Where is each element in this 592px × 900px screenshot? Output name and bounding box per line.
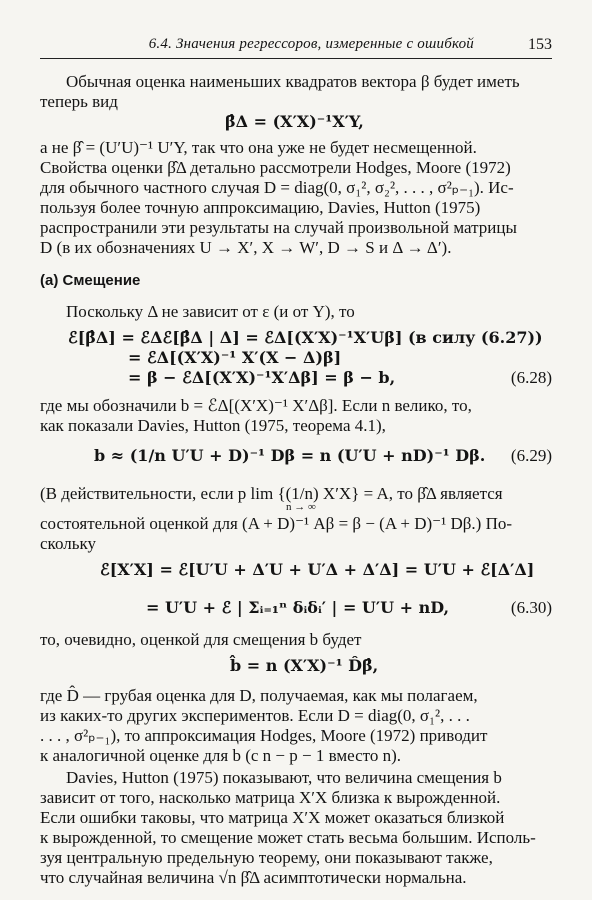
running-header xyxy=(40,36,552,60)
page-number: 153 xyxy=(528,36,552,53)
text-line: то, очевидно, оценкой для смещения b будет xyxy=(40,630,362,649)
text-line: Поскольку Δ не зависит от ε (и от Y), то xyxy=(66,302,355,321)
limit-subscript: n → ∞ xyxy=(286,501,316,513)
text-line: как показали Davies, Hutton (1975, теорема 4.1), xyxy=(40,416,386,435)
equation-number: (6.29) xyxy=(510,446,552,465)
section-heading: (а) Смещение xyxy=(40,272,141,289)
equation: = U′U + ℰ | Σᵢ₌₁ⁿ δᵢδᵢ′ | = U′U + nD, xyxy=(146,598,450,617)
text-line: (В действительности, если p lim {(1/n) X′X} = A, то β̂Δ является xyxy=(40,484,503,503)
text-line: к аналогичной оценке для b (с n − p − 1 вместо n). xyxy=(40,746,401,765)
text-line: где мы обозначили b = ℰΔ[(X′X)⁻¹ X′Δβ]. Если n велико, то, xyxy=(40,396,472,415)
text-line: пользуя более точную аппроксимацию, Davies, Hutton (1975) xyxy=(40,198,481,217)
text-line: . . . , σ²ₚ₋₁), то аппроксимация Hodges, Moore (1972) приводит xyxy=(40,726,488,745)
text-line: Если ошибки таковы, что матрица X′X может оказаться близкой xyxy=(40,808,505,827)
text-line: зависит от того, насколько матрица X′X близка к вырожденной. xyxy=(40,788,501,807)
text-line: Обычная оценка наименьших квадратов вектора β будет иметь xyxy=(66,72,520,91)
text-line: состоятельной оценкой для (A + D)⁻¹ Aβ = β − (A + D)⁻¹ Dβ.) По- xyxy=(40,514,513,533)
equation: β̂Δ = (X′X)⁻¹X′Y, xyxy=(225,112,364,131)
text-line: где D̂ — грубая оценка для D, получаемая, как мы полагаем, xyxy=(40,686,478,705)
text-line: а не β̂ = (U′U)⁻¹ U′Y, так что она уже не будет несмещенной. xyxy=(40,138,477,157)
text-line: D (в их обозначениях U → X′, X → W′, D → S и Δ → Δ′). xyxy=(40,238,452,257)
equation: b̂ = n (X′X)⁻¹ D̂β̂, xyxy=(230,656,379,675)
chapter-title: 6.4. Значения регрессоров, измеренные с ошибкой xyxy=(148,36,474,52)
text-line: к вырожденной, то смещение может стать весьма большим. Исполь- xyxy=(40,828,536,847)
text-line: из каких-то других экспериментов. Если D = diag(0, σ₁², . . . xyxy=(40,706,470,725)
text-line: Свойства оценки β̂Δ детально рассмотрели Hodges, Moore (1972) xyxy=(40,158,511,177)
text-line: для обычного частного случая D = diag(0, σ₁², σ₂², . . . , σ²ₚ₋₁). Ис- xyxy=(40,178,514,197)
text-line: теперь вид xyxy=(40,92,118,111)
text-line: распространили эти результаты на случай произвольной матрицы xyxy=(40,218,517,237)
equation-number: (6.28) xyxy=(510,368,552,387)
header-rule xyxy=(40,58,552,59)
equation: b ≈ (1/n U′U + D)⁻¹ Dβ = n (U′U + nD)⁻¹ Dβ. xyxy=(94,446,486,465)
equation: ℰ[X′X] = ℰ[U′U + Δ′U + U′Δ + Δ′Δ] = U′U + ℰ[Δ′Δ] xyxy=(100,560,535,579)
text-line: зуя центральную предельную теорему, они показывают также, xyxy=(40,848,493,867)
equation: ℰ[β̂Δ] = ℰΔℰ[β̂Δ | Δ] = ℰΔ[(X′X)⁻¹X′Uβ] (в силу (6.27)) xyxy=(68,328,543,347)
equation: = β − ℰΔ[(X′X)⁻¹X′Δβ] = β − b, xyxy=(128,368,396,387)
equation: = ℰΔ[(X′X)⁻¹ X′(X − Δ)β] xyxy=(128,348,342,367)
text-line: что случайная величина √n β̂Δ асимптотически нормальна. xyxy=(40,868,467,887)
text-line: Davies, Hutton (1975) показывают, что величина смещения b xyxy=(66,768,502,787)
equation-number: (6.30) xyxy=(510,598,552,617)
text-line: скольку xyxy=(40,534,96,553)
